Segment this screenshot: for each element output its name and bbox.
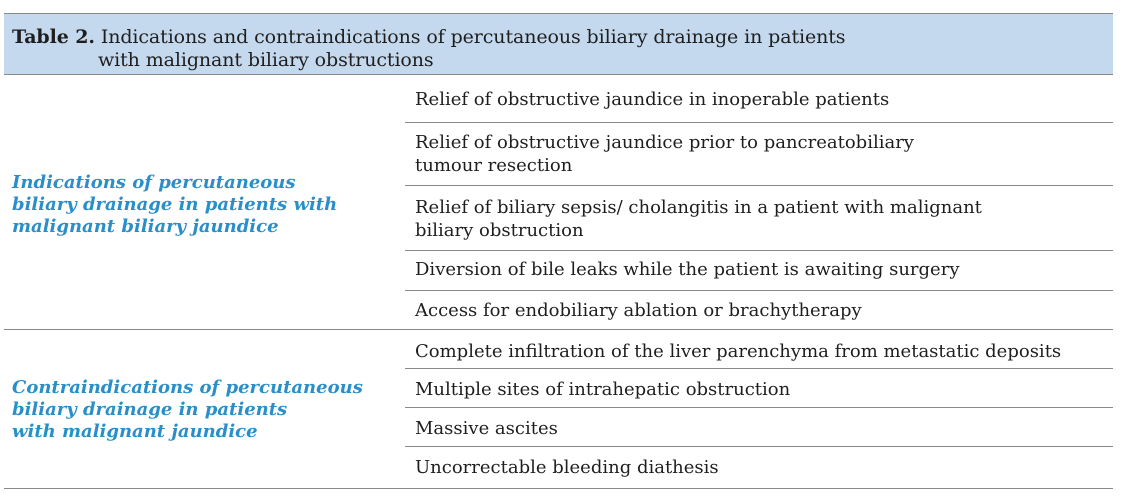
- indications-label: Indications of percutaneous biliary drainage in patients with malignant biliary jaundice: [12, 172, 338, 237]
- indication-row: Relief of obstructive jaundice in inoperable patients: [405, 75, 1113, 123]
- contraindication-row: Massive ascites: [405, 408, 1113, 447]
- indication-row: Access for endobiliary ablation or brachytherapy: [415, 300, 862, 321]
- indication-row: Relief of biliary sepsis/ cholangitis in a patient with malignant biliary obstruction: [405, 186, 1113, 251]
- contraindication-row: Uncorrectable bleeding diathesis: [415, 457, 719, 478]
- table-bottom-border: [4, 488, 1113, 489]
- indication-row: Relief of obstructive jaundice prior to pancreatobiliary tumour resection: [405, 123, 1113, 186]
- indications-section: [4, 75, 1113, 329]
- caption-label: Table 2.: [12, 26, 95, 48]
- contraindications-section: [4, 330, 1113, 489]
- caption-title: Indications and contraindications of percutaneous biliary drainage in patients: [94, 26, 846, 48]
- contraindications-label: Contraindications of percutaneous biliary drainage in patients with malignant jaundice: [12, 377, 363, 442]
- contraindication-row: Complete infiltration of the liver parenchyma from metastatic deposits: [405, 330, 1113, 369]
- table-2: [4, 13, 1113, 489]
- contraindication-row: Multiple sites of intrahepatic obstruction: [405, 369, 1113, 408]
- caption-title-line2: with malignant biliary obstructions: [98, 49, 434, 71]
- indication-row: Diversion of bile leaks while the patient is awaiting surgery: [405, 251, 1113, 291]
- table-caption: [4, 13, 1113, 75]
